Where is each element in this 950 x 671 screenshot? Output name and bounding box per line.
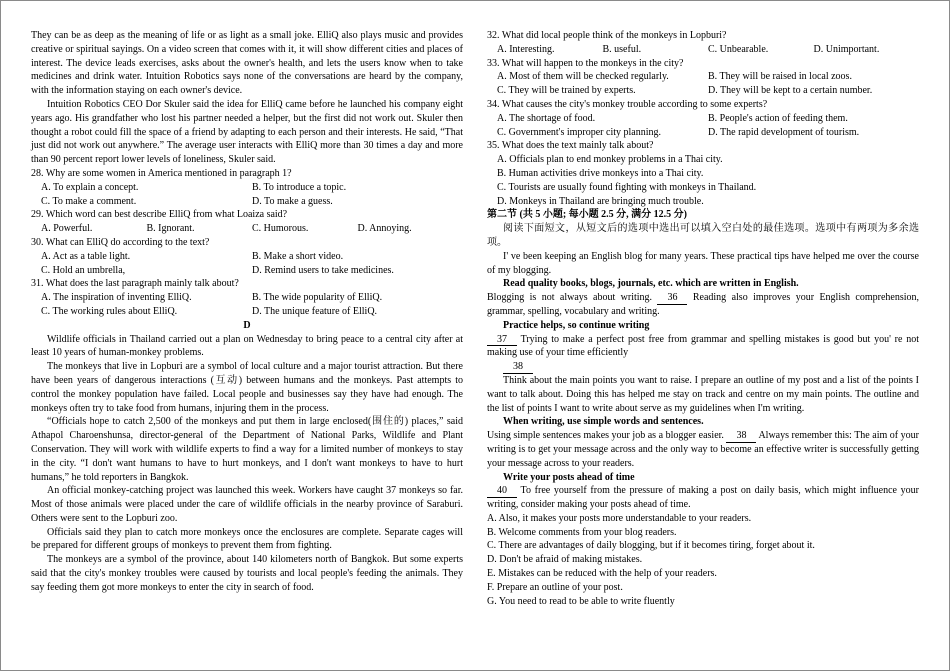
option-c: C. Unbearable. (708, 43, 769, 55)
option-c: C. Government's improper city planning. (497, 126, 661, 138)
option-a: A. The inspiration of inventing ElliQ. (41, 292, 192, 304)
option-row (487, 195, 919, 209)
blank-paragraph (487, 291, 919, 319)
section-label: D (243, 319, 251, 331)
option-row (31, 305, 463, 319)
question-stem: 34. What causes the city's monkey trouble according to some experts? (487, 98, 768, 110)
option-b: B. Ignorant. (146, 223, 195, 235)
question-33 (487, 57, 919, 98)
option-a: A. Interesting. (497, 43, 555, 55)
paragraph: An official monkey-catching project was launched this week. Workers have caught 37 monkeys so far. Most of those animals were placed under the care of wildlife officials in the nearby province of Saraburi. Others were sent to the Lopburi zoo. (31, 485, 463, 524)
blank-paragraph (487, 484, 919, 512)
option-b: B. useful. (602, 43, 642, 55)
option-row (31, 264, 463, 278)
option-row (31, 250, 463, 264)
paragraph: 阅读下面短文，从短文后的选项中选出可以填入空白处的最佳选项。选项中有两项为多余选项。 (487, 223, 919, 248)
option-a: A. The shortage of food. (497, 112, 596, 124)
paragraph: The monkeys are a symbol of the province, about 140 kilometers north of Bangkok. But some experts said that the city's monkey troubles were caused by tourists and local people's feeding the animals. They say feeding them got more monkeys to enter the city in search of food. (31, 554, 463, 593)
option-b: B. The wide popularity of ElliQ. (252, 292, 383, 304)
option-c: C. To make a comment. (41, 195, 137, 207)
option-d: D. The unique feature of ElliQ. (252, 305, 378, 317)
passage-subheading: Read quality books, blogs, journals, etc. which are written in English. (503, 278, 799, 290)
option-row (487, 181, 919, 195)
paragraph: They can be as deep as the meaning of life or as light as a small joke. ElliQ also plays music and provides creative or spiritual sayings. On a video screen that comes with it, it will show different cities and places of interest. The device leads exercises, asks about the owner's health, and lets the users know when to take medicines and drink water. Intuition Robotics says none of the conversations are heard by the company, with the information staying on each owner's device. (31, 30, 463, 97)
option-d: D. Unimportant. (813, 43, 880, 55)
option-d: D. Remind users to take medicines. (252, 264, 394, 276)
text-segment: To free yourself from the pressure of making a post on daily basis, which might influence your writing, consider making your posts ahead of time. (487, 485, 919, 511)
option-c: C. The working rules about ElliQ. (41, 305, 178, 317)
blank-38: 38 (726, 431, 756, 443)
question-stem: 35. What does the text mainly talk about? (487, 140, 654, 152)
option-c: C. Tourists are usually found fighting with monkeys in Thailand. (497, 181, 757, 193)
option-b: B. To introduce a topic. (252, 181, 347, 193)
answer-option: F. Prepare an outline of your post. (487, 581, 623, 593)
option-d: D. Monkeys in Thailand are bringing much trouble. (497, 195, 704, 207)
passage-subheading: Practice helps, so continue writing (503, 319, 650, 331)
question-stem: 30. What can ElliQ do according to the text? (31, 236, 210, 248)
passage-subheading: Write your posts ahead of time (503, 471, 635, 483)
option-c: C. They will be trained by experts. (497, 85, 636, 97)
option-row (487, 84, 919, 98)
option-b: B. Human activities drive monkeys into a Thai city. (497, 167, 704, 179)
option-row (487, 126, 919, 140)
option-d: D. Annoying. (357, 223, 412, 235)
option-row (487, 43, 919, 57)
question-35 (487, 139, 919, 208)
option-a: A. Most of them will be checked regularly. (497, 71, 669, 83)
right-column (487, 29, 919, 660)
answer-option: D. Don't be afraid of making mistakes. (487, 554, 643, 566)
option-row (487, 153, 919, 167)
option-row (487, 112, 919, 126)
answer-option: A. Also, it makes your posts more understandable to your readers. (487, 512, 752, 524)
blank-40: 40 (487, 486, 517, 498)
paragraph: “Officials hope to catch 2,500 of the monkeys and put them in large enclosed(围住的) places,” said Athapol Charoenshunsa, director-general of the Department of National Parks, Wildlife and Plant Conservation. They will work with wildlife experts to find a way for a limited number of monkeys to stay in the city. “I don't want humans to have to hurt monkeys, and I don't want monkeys to have to hurt humans,” he told reporters in Bangkok. (31, 416, 463, 483)
text-segment: Trying to make a perfect post free from grammar and spelling mistakes is good but you' re not making use of your time efficiently (487, 333, 919, 359)
option-row (31, 195, 463, 209)
question-28 (31, 167, 463, 208)
blank-paragraph (487, 360, 919, 374)
blank-38: 38 (503, 362, 533, 374)
question-30 (31, 236, 463, 277)
option-row (31, 181, 463, 195)
paragraph: The monkeys that live in Lopburi are a symbol of local culture and a major tourist attraction. But there have been years of dangerous interactions (互动) between humans and the monkeys. Past attempts to control the monkey population have failed. Local people and businesses say they have had enough. The monkeys often try to take food from humans, injuring them in the process. (31, 361, 463, 414)
paragraph: Think about the main points you want to raise. I prepare an outline of my post and a list of the points I want to talk about. Doing this has helped me stay on track and centre on my main points. The outline and the list of points I want to write about serve as my guidelines when I'm writing. (487, 374, 919, 414)
answer-option: E. Mistakes can be reduced with the help of your readers. (487, 568, 717, 580)
question-29 (31, 208, 463, 236)
paragraph: I' ve been keeping an English blog for many years. These practical tips have helped me over the course of my blogging. (487, 250, 919, 276)
blank-37: 37 (487, 335, 517, 347)
question-stem: 33. What will happen to the monkeys in the city? (487, 57, 684, 69)
option-c: C. Hold an umbrella, (41, 264, 126, 276)
answer-option: G. You need to read to be able to write fluently (487, 595, 675, 607)
section-heading: 第二节 (共 5 小题; 每小题 2.5 分, 满分 12.5 分) (487, 209, 687, 221)
option-d: D. They will be kept to a certain number. (708, 85, 873, 97)
blank-36: 36 (657, 293, 687, 305)
paragraph: Wildlife officials in Thailand carried out a plan on Wednesday to bring peace to a central city after at least 10 years of human-monkey problems. (31, 333, 463, 359)
text-segment: Reading also improves your English comprehension, grammar, spelling, vocabulary and writing. (487, 292, 919, 317)
text-segment: Blogging is not always about writing. (487, 292, 658, 304)
option-c: C. Humorous. (252, 223, 309, 235)
question-stem: 28. Why are some women in America mentioned in paragraph 1? (31, 167, 292, 179)
option-b: B. They will be raised in local zoos. (708, 71, 852, 83)
question-stem: 32. What did local people think of the monkeys in Lopburi? (487, 30, 727, 41)
question-32 (487, 29, 919, 57)
option-row (31, 291, 463, 305)
option-b: B. Make a short video. (252, 250, 344, 262)
answer-option: C. There are advantages of daily blogging, but if it becomes tiring, forget about it. (487, 540, 815, 552)
option-d: D. To make a guess. (252, 195, 333, 207)
option-row (487, 167, 919, 181)
question-34 (487, 98, 919, 139)
blank-paragraph (487, 429, 919, 470)
option-row (31, 222, 463, 236)
answer-option: B. Welcome comments from your blog readers. (487, 526, 677, 538)
option-a: A. Powerful. (41, 223, 93, 235)
text-segment: Always remember this: The aim of your writing is to get your message across and the only way to become an effective writer is successfully getting your message across to your readers. (487, 430, 919, 469)
left-column (31, 29, 463, 660)
paragraph: Intuition Robotics CEO Dor Skuler said the idea for ElliQ came before he launched his company eight years ago. His grandfather who lost his partner needed a helper, but the first did not work out. Skuler then thought a robot could fill the space of a friend by adapting to each person and their interests. He said, “That just did not work out anywhere.” The average user interacts with ElliQ more than 30 times a day and more than 90 percent report lower levels of loneliness, Skuler said. (31, 98, 463, 166)
option-a: A. To explain a concept. (41, 181, 139, 193)
question-stem: 29. Which word can best describe ElliQ from what Loaiza said? (31, 209, 288, 221)
paragraph: Officials said they plan to catch more monkeys once the enclosures are complete. Separate cages will be prepared for different groups of monkeys to prevent them from fighting. (31, 526, 463, 552)
question-stem: 31. What does the last paragraph mainly talk about? (31, 278, 239, 290)
text-segment: Using simple sentences makes your job as a blogger easier. (487, 430, 727, 442)
option-row (487, 70, 919, 84)
option-d: D. The rapid development of tourism. (708, 126, 860, 138)
question-31 (31, 277, 463, 318)
blank-paragraph (487, 333, 919, 361)
option-a: A. Officials plan to end monkey problems in a Thai city. (497, 154, 723, 166)
option-b: B. People's action of feeding them. (708, 112, 848, 124)
option-a: A. Act as a table light. (41, 250, 131, 262)
passage-subheading: When writing, use simple words and sentences. (503, 416, 704, 428)
